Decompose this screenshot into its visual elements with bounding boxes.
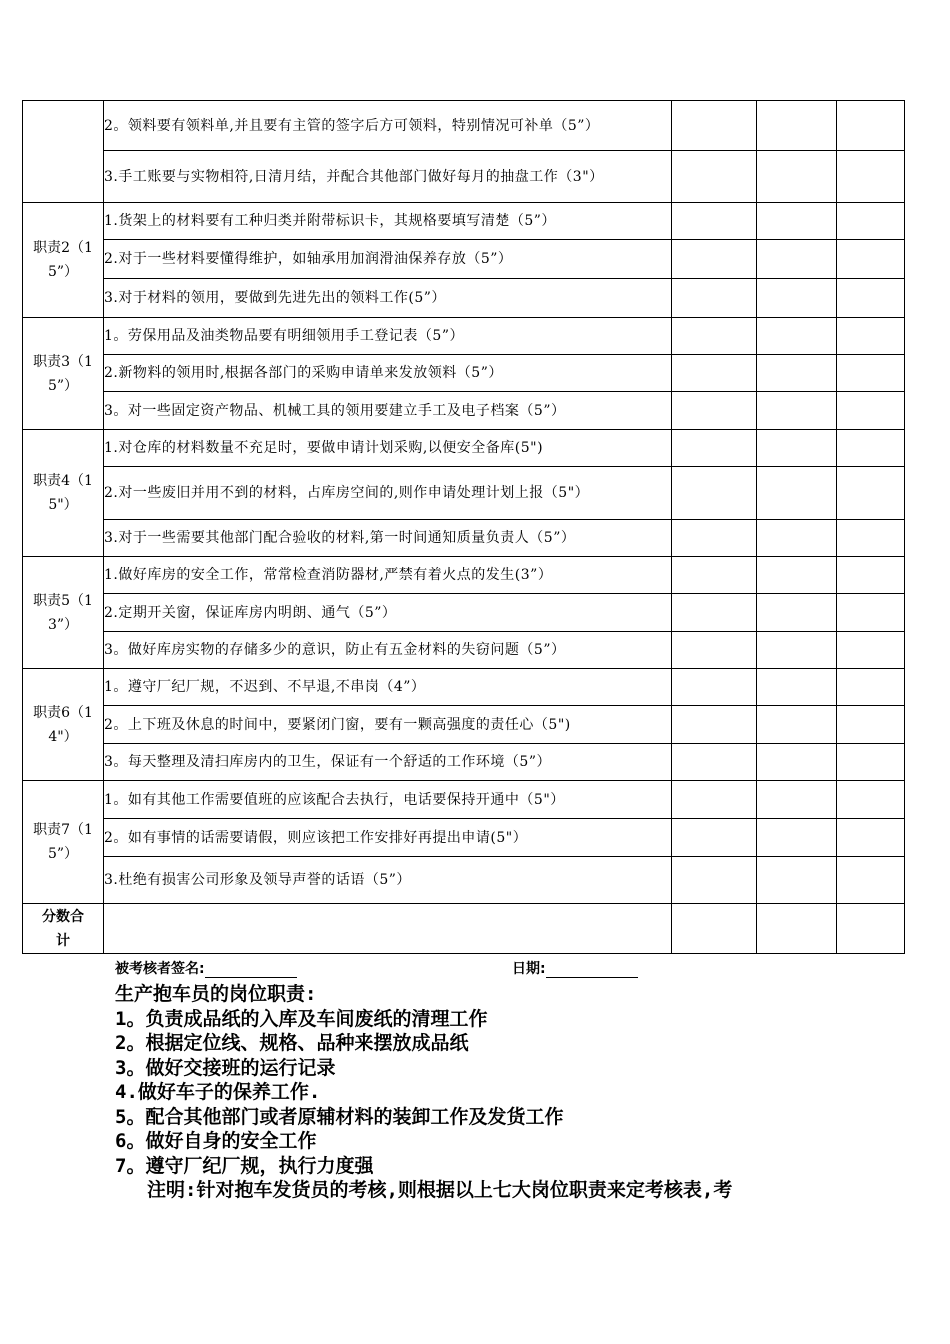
criterion-text: 1。遵守厂纪厂规，不迟到、不早退,不串岗（4”） (104, 669, 672, 706)
table-row (23, 594, 905, 632)
score-cell[interactable] (757, 355, 837, 392)
table-row (23, 632, 905, 669)
criterion-text: 2.新物料的领用时,根据各部门的采购申请单来发放领料（5”） (104, 355, 672, 392)
duty-item-5: 5。配合其他部门或者原辅材料的装卸工作及发货工作 (115, 1105, 564, 1128)
score-cell[interactable] (837, 520, 905, 557)
duties-section (115, 982, 915, 1203)
criterion-text: 3.杜绝有损害公司形象及领导声誉的话语（5”） (104, 857, 672, 904)
score-cell[interactable] (757, 151, 837, 203)
duty-label: 职责6（14"） (33, 704, 93, 745)
score-cell[interactable] (837, 151, 905, 203)
criterion-text: 3。做好库房实物的存储多少的意识，防止有五金材料的失窃问题（5”） (104, 632, 672, 669)
duty-item-3: 3。做好交接班的运行记录 (115, 1056, 336, 1079)
score-cell[interactable] (672, 819, 757, 857)
score-cell[interactable] (672, 744, 757, 781)
score-cell[interactable] (757, 632, 837, 669)
duty-label: 职责4（15"） (33, 473, 93, 513)
score-cell[interactable] (757, 669, 837, 706)
score-cell[interactable] (672, 520, 757, 557)
score-cell[interactable] (837, 240, 905, 279)
score-cell[interactable] (837, 819, 905, 857)
table-row (23, 355, 905, 392)
score-cell[interactable] (757, 318, 837, 355)
criterion-text: 3。每天整理及清扫库房内的卫生，保证有一个舒适的工作环境（5”） (104, 744, 672, 781)
total-row (23, 904, 905, 954)
score-cell[interactable] (672, 557, 757, 594)
score-cell[interactable] (672, 279, 757, 318)
duty-label-cell (23, 669, 104, 781)
score-cell[interactable] (837, 857, 905, 904)
table-row (23, 279, 905, 318)
criterion-text: 2。领料要有领料单,并且要有主管的签字后方可领料，特别情况可补单（5”） (104, 101, 672, 151)
duty-label: 职责2（15”） (33, 240, 93, 280)
duty-label-cell (23, 557, 104, 669)
duty-label-cell (23, 430, 104, 557)
criterion-text: 3.对于一些需要其他部门配合验收的材料,第一时间通知质量负责人（5”） (104, 520, 672, 557)
score-cell[interactable] (837, 594, 905, 632)
table-row (23, 781, 905, 819)
criterion-text: 1。如有其他工作需要值班的应该配合去执行，电话要保持开通中（5"） (104, 781, 672, 819)
criterion-text: 2.对一些废旧并用不到的材料，占库房空间的,则作申请处理计划上报（5"） (104, 467, 672, 520)
table-row (23, 203, 905, 240)
duty-item-2: 2。根据定位线、规格、品种来摆放成品纸 (115, 1032, 469, 1054)
score-cell[interactable] (757, 430, 837, 467)
score-cell[interactable] (837, 203, 905, 240)
score-cell[interactable] (757, 819, 837, 857)
examinee-signature (115, 958, 297, 978)
score-cell[interactable] (837, 318, 905, 355)
score-cell[interactable] (757, 557, 837, 594)
score-cell[interactable] (757, 744, 837, 781)
total-label-text: 分数合计 (42, 908, 84, 949)
score-cell[interactable] (837, 781, 905, 819)
duty-label: 职责5（13”） (33, 592, 93, 633)
criterion-text: 1.货架上的材料要有工种归类并附带标识卡，其规格要填写清楚（5”） (104, 203, 672, 240)
score-cell[interactable] (672, 430, 757, 467)
score-cell[interactable] (757, 520, 837, 557)
score-cell[interactable] (672, 355, 757, 392)
criterion-text: 3.手工账要与实物相符,日清月结，并配合其他部门做好每月的抽盘工作（3"） (104, 151, 672, 203)
score-cell[interactable] (672, 392, 757, 430)
table-row (23, 392, 905, 430)
score-cell[interactable] (672, 669, 757, 706)
duty-item-7: 7。遵守厂纪厂规，执行力度强 (115, 1154, 374, 1177)
duty-label-cell (23, 101, 104, 203)
criterion-text: 1。劳保用品及油类物品要有明细领用手工登记表（5”） (104, 318, 672, 355)
score-cell[interactable] (672, 203, 757, 240)
score-cell[interactable] (837, 279, 905, 318)
table-row (23, 318, 905, 355)
table-row (23, 520, 905, 557)
criterion-text: 1.对仓库的材料数量不充足时，要做申请计划采购,以便安全备库(5") (104, 430, 672, 467)
date-label: 日期: (512, 961, 546, 977)
duty-item-4: 4.做好车子的保养工作. (115, 1081, 321, 1103)
date-field (512, 958, 638, 978)
score-cell[interactable] (757, 857, 837, 904)
date-blank[interactable] (546, 961, 638, 978)
score-cell[interactable] (757, 101, 837, 151)
total-score-cell[interactable] (837, 904, 905, 954)
score-cell[interactable] (757, 203, 837, 240)
total-score-cell[interactable] (757, 904, 837, 954)
score-cell[interactable] (757, 594, 837, 632)
duty-label-cell (23, 318, 104, 430)
score-cell[interactable] (837, 744, 905, 781)
score-cell[interactable] (672, 101, 757, 151)
score-cell[interactable] (757, 240, 837, 279)
table-row (23, 744, 905, 781)
score-cell[interactable] (837, 355, 905, 392)
total-label (23, 904, 104, 954)
score-cell[interactable] (837, 669, 905, 706)
criterion-text: 2.对于一些材料要懂得维护，如轴承用加润滑油保养存放（5”） (104, 240, 672, 279)
table-row (23, 669, 905, 706)
examinee-signature-label: 被考核者签名: (115, 961, 205, 977)
duty-label: 职责3（15”） (33, 353, 93, 394)
score-cell[interactable] (672, 467, 757, 520)
score-cell[interactable] (672, 706, 757, 744)
table-row (23, 467, 905, 520)
criterion-text: 2。上下班及休息的时间中，要紧闭门窗，要有一颗高强度的责任心（5") (104, 706, 672, 744)
score-cell[interactable] (837, 430, 905, 467)
score-cell[interactable] (672, 857, 757, 904)
signature-blank[interactable] (205, 961, 297, 978)
duty-item-6: 6。做好自身的安全工作 (115, 1130, 317, 1152)
score-cell[interactable] (837, 632, 905, 669)
duty-label: 职责7（15”） (33, 822, 93, 862)
score-cell[interactable] (757, 781, 837, 819)
table-row (23, 151, 905, 203)
table-row (23, 557, 905, 594)
table-row (23, 857, 905, 904)
score-cell[interactable] (757, 392, 837, 430)
criterion-text: 3。对一些固定资产物品、机械工具的领用要建立手工及电子档案（5”） (104, 392, 672, 430)
duty-item-1: 1。负责成品纸的入库及车间废纸的清理工作 (115, 1007, 488, 1030)
criterion-text: 3.对于材料的领用，要做到先进先出的领料工作(5”） (104, 279, 672, 318)
score-cell[interactable] (837, 392, 905, 430)
duties-title: 生产抱车员的岗位职责: (115, 983, 317, 1005)
total-score-cell[interactable] (672, 904, 757, 954)
table-row (23, 101, 905, 151)
table-row (23, 706, 905, 744)
score-cell[interactable] (672, 318, 757, 355)
score-cell[interactable] (837, 557, 905, 594)
score-cell[interactable] (757, 279, 837, 318)
score-cell[interactable] (837, 101, 905, 151)
score-cell[interactable] (672, 632, 757, 669)
score-cell[interactable] (837, 467, 905, 520)
duties-note: 注明:针对抱车发货员的考核,则根据以上七大岗位职责来定考核表,考 (147, 1179, 733, 1201)
duty-label-cell (23, 203, 104, 318)
evaluation-table (22, 100, 905, 954)
score-cell[interactable] (837, 706, 905, 744)
criterion-text: 2。如有事情的话需要请假，则应该把工作安排好再提出申请(5"） (104, 819, 672, 857)
score-cell[interactable] (757, 706, 837, 744)
criterion-text: 1.做好库房的安全工作，常常检查消防器材,严禁有着火点的发生(3”） (104, 557, 672, 594)
score-cell[interactable] (672, 240, 757, 279)
criterion-text: 2.定期开关窗，保证库房内明朗、通气（5”） (104, 594, 672, 632)
table-row (23, 819, 905, 857)
duty-label-cell (23, 781, 104, 904)
total-score-cell[interactable] (104, 904, 672, 954)
score-cell[interactable] (672, 781, 757, 819)
score-cell[interactable] (672, 151, 757, 203)
score-cell[interactable] (672, 594, 757, 632)
score-cell[interactable] (757, 467, 837, 520)
table-row (23, 430, 905, 467)
table-row (23, 240, 905, 279)
